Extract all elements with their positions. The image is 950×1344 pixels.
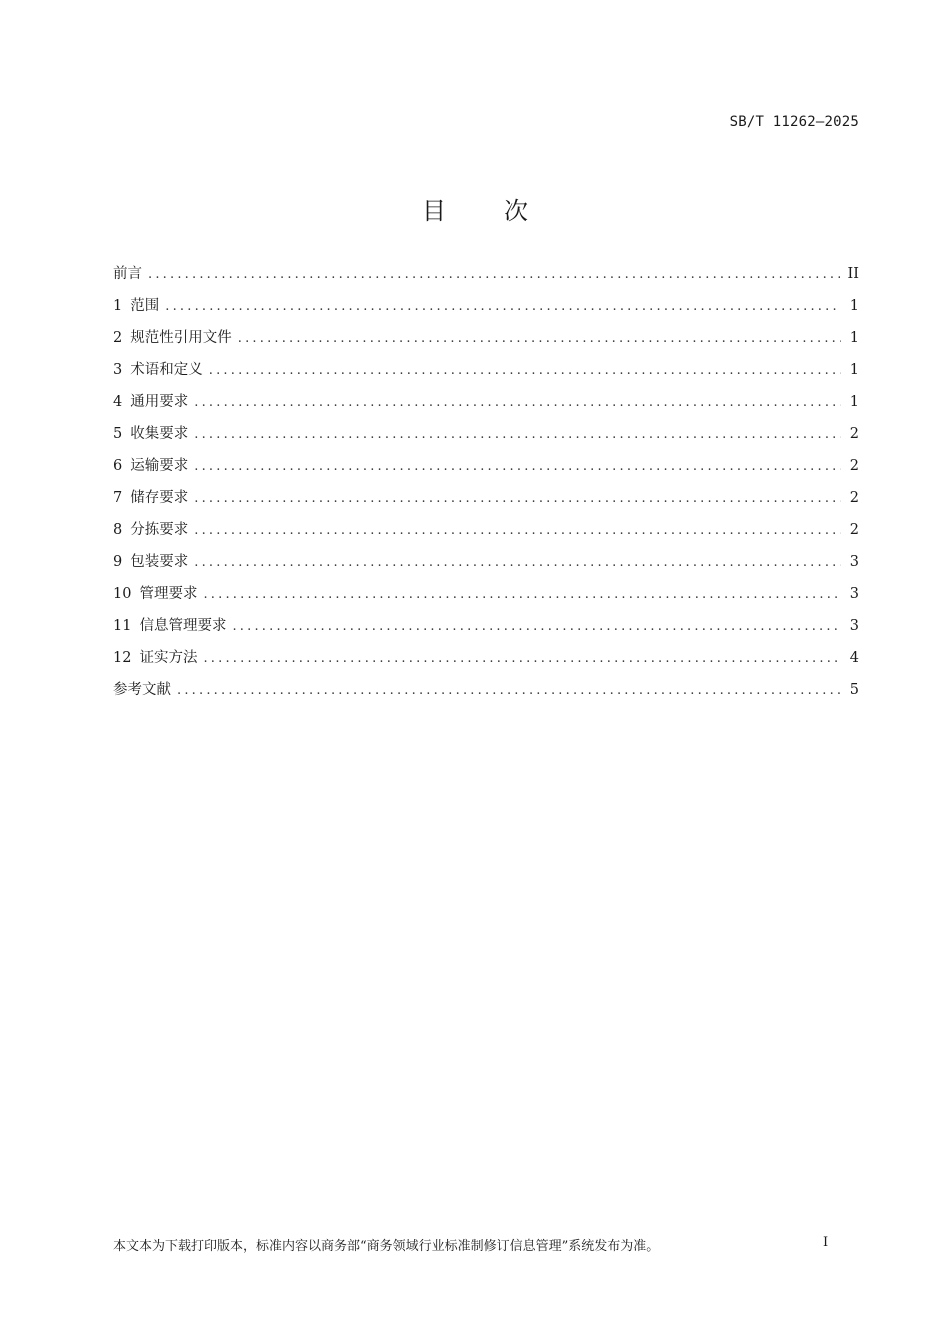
toc-leader-dots — [194, 451, 841, 483]
toc-entry-number: 7 — [113, 490, 123, 506]
toc-leader-dots — [203, 579, 841, 611]
toc-entry-page: 5 — [849, 682, 859, 698]
toc-entry-label: 运输要求 — [130, 458, 189, 474]
toc-entry-label: 储存要求 — [130, 490, 189, 506]
toc-leader-dots — [194, 547, 841, 579]
toc-entry-label: 前言 — [113, 266, 142, 282]
toc-leader-dots — [232, 611, 841, 643]
toc-entry-label: 信息管理要求 — [139, 618, 227, 634]
toc-entry-2[interactable] — [113, 322, 859, 354]
toc-entry-number: 8 — [113, 522, 123, 538]
page-title: 目次 — [422, 197, 586, 225]
toc-entry-page: II — [847, 266, 859, 282]
toc-entry-page: 2 — [849, 490, 859, 506]
toc-entry-10[interactable] — [113, 578, 859, 610]
toc-entry-label: 收集要求 — [130, 426, 189, 442]
toc-entry-8[interactable] — [113, 514, 859, 546]
toc-entry-number: 4 — [113, 394, 123, 410]
toc-entry-number: 5 — [113, 426, 123, 442]
toc-entry-label: 术语和定义 — [130, 362, 203, 378]
toc-entry-page: 1 — [849, 362, 859, 378]
toc-entry-number: 2 — [113, 330, 123, 346]
toc-leader-dots — [194, 515, 841, 547]
toc-leader-dots — [194, 419, 841, 451]
toc-leader-dots — [203, 643, 841, 675]
toc-entry-foreword[interactable] — [113, 258, 859, 290]
toc-entry-number: 10 — [113, 586, 132, 602]
toc-entry-3[interactable] — [113, 354, 859, 386]
toc-entry-page: 3 — [849, 554, 859, 570]
toc-entry-4[interactable] — [113, 386, 859, 418]
toc-entry-page: 2 — [849, 522, 859, 538]
toc-entry-number: 12 — [113, 650, 132, 666]
toc-entry-page: 3 — [849, 618, 859, 634]
toc-entry-12[interactable] — [113, 642, 859, 674]
toc-entry-number: 1 — [113, 298, 123, 314]
toc-leader-dots — [238, 323, 841, 355]
toc-entry-page: 1 — [849, 298, 859, 314]
toc-leader-dots — [194, 483, 841, 515]
toc-entry-label: 证实方法 — [139, 650, 198, 666]
table-of-contents — [113, 258, 859, 706]
toc-entry-number: 11 — [113, 618, 132, 634]
page-number: I — [823, 1235, 829, 1250]
toc-entry-references[interactable] — [113, 674, 859, 706]
toc-entry-number: 9 — [113, 554, 123, 570]
toc-entry-page: 4 — [849, 650, 859, 666]
toc-entry-page: 2 — [849, 458, 859, 474]
toc-entry-label: 分拣要求 — [130, 522, 189, 538]
toc-entry-9[interactable] — [113, 546, 859, 578]
toc-entry-number: 6 — [113, 458, 123, 474]
toc-entry-5[interactable] — [113, 418, 859, 450]
toc-entry-label: 管理要求 — [139, 586, 198, 602]
toc-entry-page: 1 — [849, 394, 859, 410]
toc-entry-1[interactable] — [113, 290, 859, 322]
toc-entry-11[interactable] — [113, 610, 859, 642]
toc-entry-label: 参考文献 — [113, 682, 171, 698]
toc-entry-7[interactable] — [113, 482, 859, 514]
toc-entry-label: 规范性引用文件 — [130, 330, 232, 346]
toc-leader-dots — [209, 355, 841, 387]
toc-leader-dots — [194, 387, 841, 419]
toc-entry-label: 包装要求 — [130, 554, 189, 570]
toc-leader-dots — [148, 259, 840, 291]
toc-entry-page: 3 — [849, 586, 859, 602]
toc-leader-dots — [177, 675, 841, 707]
toc-entry-6[interactable] — [113, 450, 859, 482]
toc-entry-label: 范围 — [130, 298, 160, 314]
footer-notice: 本文本为下载打印版本，标准内容以商务部“商务领域行业标准制修订信息管理”系统发布为准。 — [113, 1239, 660, 1254]
toc-entry-page: 1 — [849, 330, 859, 346]
toc-entry-page: 2 — [849, 426, 859, 442]
toc-leader-dots — [165, 291, 841, 323]
toc-entry-number: 3 — [113, 362, 123, 378]
toc-entry-label: 通用要求 — [130, 394, 189, 410]
standard-code: SB/T 11262—2025 — [729, 114, 859, 130]
